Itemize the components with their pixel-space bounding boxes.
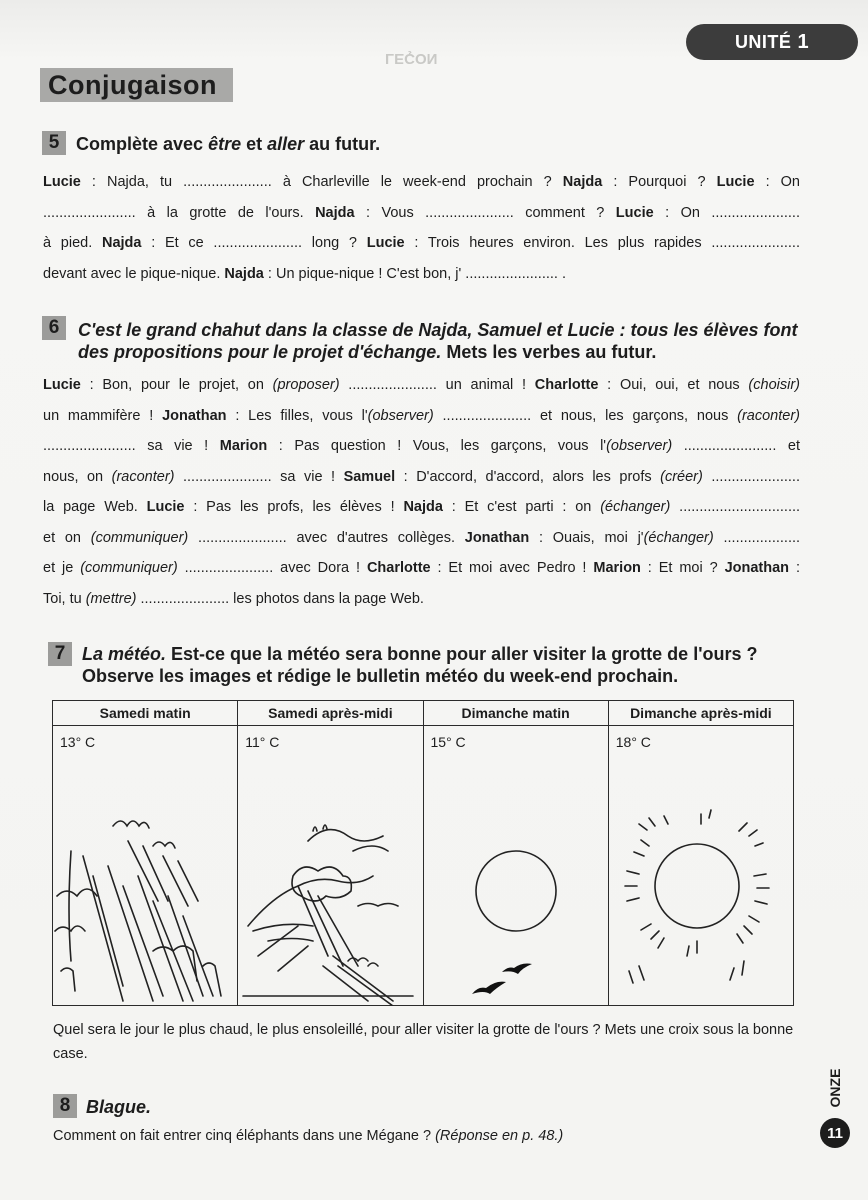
- dialogue-text: : On: [754, 174, 800, 190]
- dialogue-text: et je: [43, 560, 81, 576]
- dialogue-text: sa vie !: [271, 468, 344, 485]
- temperature: 18° C: [615, 734, 651, 750]
- page-side-label: [820, 1064, 844, 1116]
- answer-blank[interactable]: ......................: [425, 204, 514, 221]
- dialogue-text: avec d'autres collèges.: [286, 529, 465, 546]
- dialogue-text: devant avec le pique-nique.: [43, 265, 225, 282]
- answer-blank[interactable]: ......................: [183, 468, 272, 485]
- verb-hint: (observer): [606, 438, 673, 454]
- dialogue-line: [43, 492, 800, 523]
- answer-blank[interactable]: ......................: [183, 174, 272, 190]
- instruction-text: et: [241, 134, 268, 154]
- dialogue-text: .: [557, 265, 567, 282]
- exercise-5-dialogue: [43, 167, 800, 289]
- dialogue-line: [43, 167, 800, 198]
- dialogue-text: nous, on: [43, 468, 112, 485]
- sun-icon: [424, 756, 608, 1006]
- instruction-text: Observe les images et rédige le bulletin météo du week-end prochain.: [82, 666, 679, 686]
- dialogue-text: les photos dans la page Web.: [229, 590, 424, 607]
- dialogue-text: à Charleville le week-end prochain ?: [271, 174, 563, 190]
- answer-blank[interactable]: ......................: [711, 468, 800, 485]
- exercise-7-instruction: [82, 643, 802, 687]
- exercise-8-instruction: [86, 1096, 151, 1118]
- verb-hint: (échanger): [600, 499, 671, 515]
- temperature: 15° C: [430, 734, 466, 750]
- exercise-7-number: 7: [48, 642, 72, 666]
- dialogue-text: : Pas question ! Vous, les garçons, vous l': [267, 438, 607, 454]
- dialogue-text: comment ?: [513, 204, 616, 221]
- dialogue-line: [43, 259, 800, 290]
- dialogue-text: : Et moi ?: [640, 560, 725, 576]
- answer-blank[interactable]: ......................: [711, 235, 800, 251]
- instruction-italic: La météo.: [82, 644, 167, 664]
- answer-blank[interactable]: .......................: [683, 438, 777, 454]
- rain-wind-icon: [53, 756, 237, 1006]
- dialogue-text: et: [776, 438, 801, 454]
- dialogue-text: : Et ce: [141, 235, 214, 251]
- answer-blank[interactable]: ......................: [184, 560, 274, 576]
- dialogue-text: [434, 408, 443, 424]
- dialogue-text: long ?: [302, 235, 367, 251]
- dialogue-text: [178, 560, 185, 576]
- dialogue-text: : Oui, oui, et nous: [598, 377, 749, 393]
- exercise-6-number: 6: [42, 316, 66, 340]
- dialogue-line: [43, 401, 800, 432]
- temperature: 11° C: [245, 734, 280, 750]
- exercise-5-number: 5: [42, 131, 66, 155]
- section-title: Conjugaison: [40, 68, 233, 102]
- column-header: Samedi après-midi: [238, 701, 423, 726]
- bleed-through-text: LEÇON: [385, 50, 438, 67]
- dialogue-line: [43, 198, 800, 229]
- temperature: 13° C: [60, 734, 96, 750]
- speaker-name: Najda: [101, 235, 142, 251]
- dialogue-text: : Pas les profs, les élèves !: [184, 499, 404, 515]
- instruction-text: Complète avec: [76, 134, 209, 154]
- column-header: Dimanche matin: [423, 701, 608, 726]
- dialogue-line: [43, 370, 800, 401]
- dialogue-text: à la grotte de l'ours.: [135, 204, 316, 221]
- dialogue-line: [43, 523, 800, 554]
- dialogue-text: : Najda, tu: [80, 174, 184, 190]
- bright-sun-icon: [609, 756, 793, 1006]
- speaker-name: Lucie: [43, 377, 81, 393]
- dialogue-line: [43, 462, 800, 493]
- weather-cell: [423, 726, 608, 1006]
- answer-blank[interactable]: ......................: [711, 204, 800, 221]
- dialogue-line: [43, 553, 800, 584]
- speaker-name: Lucie: [146, 499, 185, 515]
- exercise-6-dialogue: [43, 370, 800, 614]
- dialogue-text: : Un pique-nique ! C'est bon, j': [263, 265, 466, 282]
- dialogue-text: : Bon, pour le projet, on: [80, 377, 273, 393]
- instruction-text: au futur.: [304, 134, 381, 154]
- dialogue-text: : Pourquoi ?: [602, 174, 717, 190]
- verb-hint: (raconter): [737, 407, 800, 424]
- exercise-7-question: Quel sera le jour le plus chaud, le plus ensoleillé, pour aller visiter la grotte de l'ours ? Mets une croix sous la bonne case.: [53, 1022, 794, 1062]
- speaker-name: Jonathan: [464, 529, 530, 546]
- answer-blank[interactable]: ...................: [723, 529, 801, 546]
- exercise-5-instruction: [76, 133, 380, 155]
- weather-cell: [238, 726, 423, 1006]
- speaker-name: Lucie: [716, 174, 755, 190]
- dialogue-text: à pied.: [43, 235, 102, 251]
- exercise-6-instruction: [78, 319, 798, 363]
- dialogue-text: : Ouais, moi j': [529, 529, 644, 546]
- weather-cell: [608, 726, 793, 1006]
- dialogue-text: avec Dora !: [273, 560, 367, 576]
- dialogue-text: : D'accord, d'accord, alors les profs: [395, 468, 661, 485]
- speaker-name: Najda: [224, 265, 264, 282]
- dialogue-text: : Et moi avec Pedro !: [430, 560, 594, 576]
- dialogue-text: [340, 377, 349, 393]
- column-header: Dimanche après-midi: [608, 701, 793, 726]
- dialogue-text: : Les filles, vous l': [226, 407, 368, 424]
- verb-hint: (échanger): [643, 529, 714, 546]
- dialogue-text: [670, 499, 679, 515]
- answer-blank[interactable]: ......................: [140, 590, 230, 607]
- dialogue-text: et nous, les garçons, nous: [531, 407, 738, 424]
- verb-hint: (communiquer): [80, 560, 178, 576]
- instruction-text: Mets les verbes au futur.: [441, 342, 657, 362]
- dialogue-text: Toi, tu: [43, 590, 86, 607]
- page-word: ONZE: [827, 1068, 843, 1108]
- answer-blank[interactable]: ......................: [442, 407, 532, 424]
- dialogue-text: :: [789, 560, 800, 576]
- dialogue-text: : Trois heures environ. Les plus rapides: [404, 235, 712, 251]
- unit-tab: [686, 24, 858, 60]
- exercise-8-number: 8: [53, 1094, 77, 1118]
- joke-text: Comment on fait entrer cinq éléphants dans une Mégane ?: [53, 1128, 436, 1144]
- dialogue-text: [174, 469, 183, 485]
- speaker-name: Marion: [219, 438, 268, 454]
- answer-reference: (Réponse en p. 48.): [435, 1128, 564, 1144]
- instruction-text: Est-ce que la météo sera bonne pour aller visiter la grotte de l'ours ?: [166, 644, 758, 664]
- dialogue-text: et on: [43, 529, 91, 546]
- verb-hint: (mettre): [85, 590, 137, 607]
- verb-hint: (proposer): [272, 377, 340, 393]
- dialogue-text: : On: [653, 204, 712, 221]
- verb-aller: aller: [267, 134, 305, 154]
- dialogue-text: sa vie !: [135, 438, 220, 454]
- speaker-name: Najda: [562, 174, 603, 190]
- answer-blank[interactable]: ..............................: [679, 499, 801, 515]
- speaker-name: Jonathan: [162, 407, 227, 424]
- verb-hint: (choisir): [748, 377, 800, 393]
- answer-blank[interactable]: ......................: [348, 377, 437, 393]
- dialogue-text: [188, 530, 198, 546]
- speaker-name: Lucie: [366, 235, 405, 251]
- exercise-8-joke: [53, 1128, 563, 1144]
- verb-hint: (observer): [367, 407, 434, 424]
- unit-label: UNITÉ: [734, 31, 792, 52]
- speaker-name: Jonathan: [724, 560, 790, 576]
- answer-blank[interactable]: ......................: [198, 529, 287, 546]
- verb-hint: (créer): [660, 468, 703, 485]
- dialogue-text: un animal !: [436, 377, 535, 393]
- page-number: 11: [820, 1118, 850, 1148]
- dialogue-text: : Et c'est parti : on: [442, 499, 601, 515]
- wind-storm-icon: [238, 756, 422, 1006]
- weather-cell: [53, 726, 238, 1006]
- verb-etre: être: [208, 134, 242, 154]
- speaker-name: Charlotte: [366, 560, 431, 576]
- answer-blank[interactable]: .......................: [465, 265, 558, 282]
- speaker-name: Lucie: [43, 174, 81, 190]
- dialogue-text: [672, 438, 684, 454]
- speaker-name: Marion: [593, 560, 641, 576]
- answer-blank[interactable]: ......................: [213, 235, 303, 251]
- answer-blank[interactable]: .......................: [43, 204, 136, 221]
- instruction-italic: C'est le grand chahut dans la classe de Najda, Samuel et Lucie : tous les élèves font des propositions pour le projet d'échange.: [78, 320, 798, 362]
- speaker-name: Lucie: [615, 204, 654, 221]
- speaker-name: Charlotte: [534, 377, 599, 393]
- dialogue-line: [43, 584, 800, 615]
- speaker-name: Samuel: [343, 468, 396, 485]
- speaker-name: Najda: [403, 499, 443, 515]
- verb-hint: (raconter): [111, 468, 175, 485]
- weather-table: [52, 700, 794, 1006]
- dialogue-line: [43, 228, 800, 259]
- unit-number: 1: [797, 30, 810, 53]
- dialogue-text: un mammifère !: [43, 407, 163, 424]
- verb-hint: (communiquer): [90, 529, 189, 546]
- column-header: Samedi matin: [53, 701, 238, 726]
- instruction-italic: Blague.: [86, 1097, 152, 1117]
- dialogue-text: la page Web.: [43, 499, 147, 515]
- dialogue-text: : Vous: [354, 204, 426, 221]
- speaker-name: Najda: [315, 204, 355, 221]
- dialogue-line: [43, 431, 800, 462]
- answer-blank[interactable]: .......................: [43, 438, 136, 454]
